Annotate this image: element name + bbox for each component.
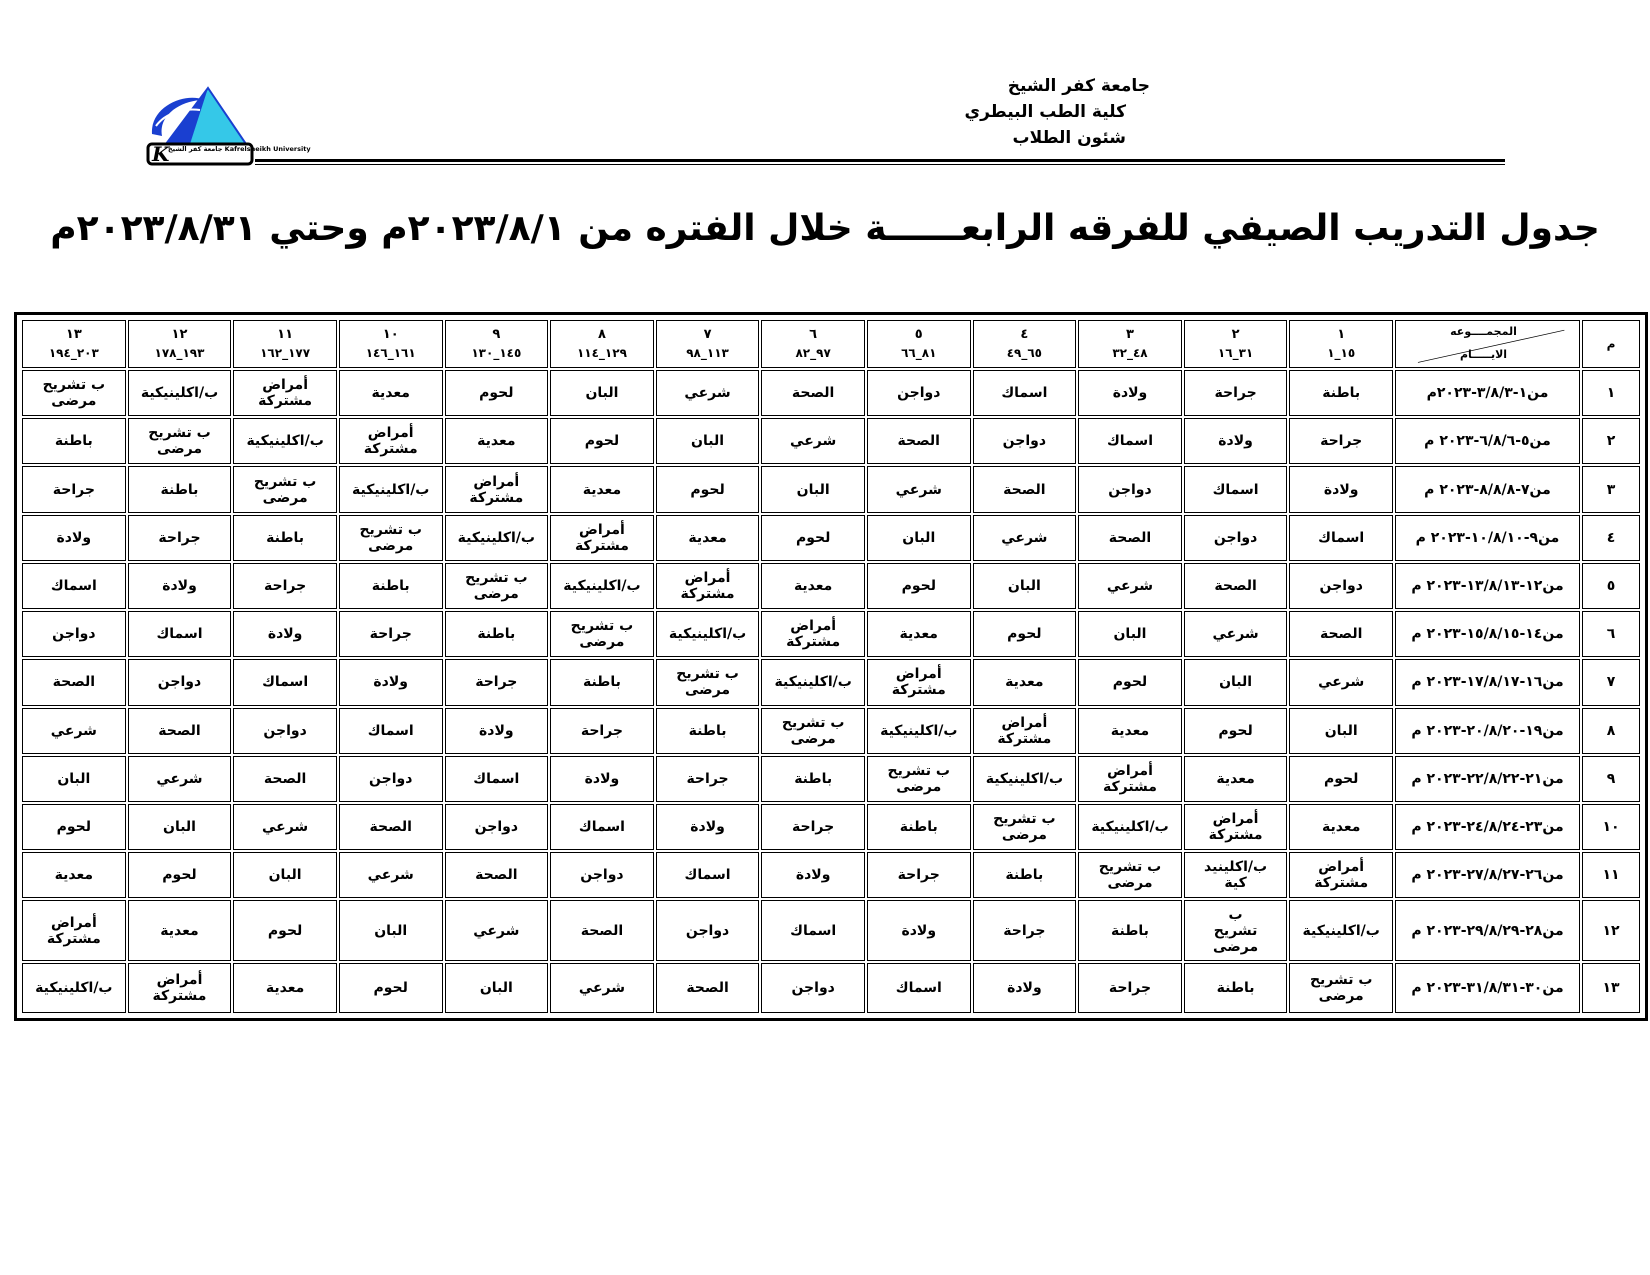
rotation-cell: معدية <box>973 659 1077 705</box>
rotation-cell: ب/اكلينيكية <box>973 756 1077 802</box>
index-column-header: م <box>1582 320 1640 368</box>
schedule-table <box>20 318 1642 1015</box>
rotation-cell: معدية <box>339 370 443 416</box>
rotation-cell: أمراض مشتركة <box>867 659 971 705</box>
rotation-cell: ولادة <box>761 852 865 898</box>
rotation-cell: جراحة <box>761 804 865 850</box>
rotation-cell: باطنة <box>233 515 337 561</box>
groups-label: المجمــــوعه <box>1450 325 1517 338</box>
rotation-cell: ب/اكلينيكية <box>233 418 337 464</box>
schedule-body <box>22 370 1640 1013</box>
rotation-cell: لحوم <box>22 804 126 850</box>
row-period: من١٤-١٥/٨/١٥-٢٠٢٣ م <box>1395 611 1580 657</box>
rotation-cell: أمراض مشتركة <box>656 563 760 609</box>
group-range: ١٤٥_١٣٠ <box>471 346 522 360</box>
group-header-9 <box>445 320 549 368</box>
rotation-cell: اسماك <box>550 804 654 850</box>
rotation-cell: البان <box>128 804 232 850</box>
rotation-cell: الصحة <box>233 756 337 802</box>
row-index: ١٣ <box>1582 963 1640 1013</box>
row-index: ١٠ <box>1582 804 1640 850</box>
rotation-cell: لحوم <box>339 963 443 1013</box>
rotation-cell: اسماك <box>128 611 232 657</box>
rotation-cell: جراحة <box>1289 418 1393 464</box>
rotation-cell: دواجن <box>973 418 1077 464</box>
group-number: ٩ <box>492 327 501 342</box>
row-index: ٦ <box>1582 611 1640 657</box>
rotation-cell: البان <box>1078 611 1182 657</box>
rotation-cell: جراحة <box>339 611 443 657</box>
rotation-cell: شرعي <box>550 963 654 1013</box>
row-index: ٨ <box>1582 708 1640 754</box>
rotation-cell: ولادة <box>339 659 443 705</box>
table-row <box>22 900 1640 960</box>
rotation-cell: أمراض مشتركة <box>1184 804 1288 850</box>
rotation-cell: لحوم <box>973 611 1077 657</box>
group-number: ٤ <box>1020 327 1029 342</box>
rotation-cell: معدية <box>1078 708 1182 754</box>
rotation-cell: اسماك <box>22 563 126 609</box>
rotation-cell: اسماك <box>1184 466 1288 512</box>
rotation-cell: باطنة <box>128 466 232 512</box>
rotation-cell: ب/اكلينيكية <box>445 515 549 561</box>
group-range: ٨١_٦٦ <box>901 346 937 360</box>
group-number: ١٠ <box>382 327 399 342</box>
row-period: من١-٣/٨/٣-٢٠٢٣م <box>1395 370 1580 416</box>
rotation-cell: اسماك <box>973 370 1077 416</box>
rotation-cell: معدية <box>761 563 865 609</box>
rotation-cell: البان <box>867 515 971 561</box>
rotation-cell: ب/اكلينيكية <box>339 466 443 512</box>
rotation-cell: جراحة <box>22 466 126 512</box>
rotation-cell: شرعي <box>761 418 865 464</box>
rotation-cell: ب تشريح مرضى <box>445 563 549 609</box>
rotation-cell: دواجن <box>445 804 549 850</box>
group-number: ١ <box>1337 327 1346 342</box>
rotation-cell: شرعي <box>22 708 126 754</box>
rotation-cell: لحوم <box>128 852 232 898</box>
rotation-cell: الصحة <box>761 370 865 416</box>
rotation-cell: شرعي <box>1184 611 1288 657</box>
table-row <box>22 659 1640 705</box>
rotation-cell: جراحة <box>550 708 654 754</box>
rotation-cell: معدية <box>1184 756 1288 802</box>
rotation-cell: دواجن <box>550 852 654 898</box>
rotation-cell: دواجن <box>233 708 337 754</box>
page-title: جدول التدريب الصيفي للفرقه الرابعــــــة خلال الفتره من ٢٠٢٣/٨/١م وحتي ٢٠٢٣/٨/٣١م <box>50 208 1600 249</box>
row-index: ٥ <box>1582 563 1640 609</box>
group-header-4 <box>973 320 1077 368</box>
group-header-8 <box>550 320 654 368</box>
group-range: ٣١_١٦ <box>1217 346 1254 360</box>
rotation-cell: البان <box>445 963 549 1013</box>
row-index: ٣ <box>1582 466 1640 512</box>
row-period: من٣٠-٣١/٨/٣١-٢٠٢٣ م <box>1395 963 1580 1013</box>
group-header-3 <box>1078 320 1182 368</box>
rotation-cell: اسماك <box>761 900 865 960</box>
institution-block <box>890 73 1150 151</box>
rotation-cell: أمراض مشتركة <box>128 963 232 1013</box>
row-index: ٤ <box>1582 515 1640 561</box>
rotation-cell: ب تشريح مرضى <box>1289 963 1393 1013</box>
group-range: ١٢٩_١١٤ <box>576 346 627 360</box>
row-period: من٥-٦/٨/٦-٢٠٢٣ م <box>1395 418 1580 464</box>
rotation-cell: شرعي <box>867 466 971 512</box>
group-header-6 <box>761 320 865 368</box>
rotation-cell: ب/اكلينيكية <box>656 611 760 657</box>
rotation-cell: لحوم <box>1078 659 1182 705</box>
department-name: شئون الطلاب <box>1012 128 1126 148</box>
days-label: الايـــــام <box>1459 348 1508 361</box>
rotation-cell: معدية <box>22 852 126 898</box>
rotation-cell: ب تشريح مرضى <box>973 804 1077 850</box>
table-row <box>22 370 1640 416</box>
rotation-cell: باطنة <box>656 708 760 754</box>
group-number: ١٢ <box>171 327 188 342</box>
rotation-cell: معدية <box>867 611 971 657</box>
rotation-cell: شرعي <box>1289 659 1393 705</box>
rotation-cell: أمراض مشتركة <box>761 611 865 657</box>
rotation-cell: ب تشريح مرضى <box>867 756 971 802</box>
group-number: ٧ <box>703 327 712 342</box>
group-range: ١٧٧_١٦٢ <box>260 346 311 360</box>
rotation-cell: أمراض مشتركة <box>445 466 549 512</box>
row-index: ١١ <box>1582 852 1640 898</box>
rotation-cell: دواجن <box>1184 515 1288 561</box>
logo-lettering: جامعة كفر الشيخ Kafrelsheikh University <box>168 145 311 153</box>
group-number: ٣ <box>1126 327 1134 342</box>
rotation-cell: ب تشريح مرضى <box>656 659 760 705</box>
rotation-cell: ب/اكلينيكية <box>550 563 654 609</box>
rotation-cell: جراحة <box>973 900 1077 960</box>
table-row <box>22 418 1640 464</box>
group-range: ٢٠٣_١٩٤ <box>48 346 99 360</box>
rotation-cell: ولادة <box>973 963 1077 1013</box>
table-row <box>22 515 1640 561</box>
rotation-cell: ب/اكلينيكية <box>128 370 232 416</box>
rotation-cell: ولادة <box>445 708 549 754</box>
table-row <box>22 804 1640 850</box>
row-index: ٧ <box>1582 659 1640 705</box>
rotation-cell: ب تشريح مرضى <box>128 418 232 464</box>
rotation-cell: ولادة <box>1289 466 1393 512</box>
group-range: ٩٧_٨٢ <box>795 346 831 360</box>
row-index: ٢ <box>1582 418 1640 464</box>
university-name: جامعة كفر الشيخ <box>1007 76 1150 96</box>
rotation-cell: شرعي <box>128 756 232 802</box>
rotation-cell: أمراض مشتركة <box>550 515 654 561</box>
rotation-cell: الصحة <box>445 852 549 898</box>
rotation-cell: البان <box>339 900 443 960</box>
rotation-cell: أمراض مشتركة <box>339 418 443 464</box>
rotation-cell: ولادة <box>1078 370 1182 416</box>
rotation-cell: ولادة <box>867 900 971 960</box>
group-header-13 <box>22 320 126 368</box>
rotation-cell: معدية <box>233 963 337 1013</box>
rotation-cell: ولادة <box>128 563 232 609</box>
table-row <box>22 563 1640 609</box>
rotation-cell: ب/اكلينيكية <box>1078 804 1182 850</box>
table-row <box>22 611 1640 657</box>
rotation-cell: أمراض مشتركة <box>973 708 1077 754</box>
groups-days-header <box>1395 320 1580 368</box>
row-period: من٧-٨/٨/٨-٢٠٢٣ م <box>1395 466 1580 512</box>
rotation-cell: ولادة <box>550 756 654 802</box>
rotation-cell: دواجن <box>1078 466 1182 512</box>
rotation-cell: البان <box>22 756 126 802</box>
rotation-cell: الصحة <box>656 963 760 1013</box>
rotation-cell: شرعي <box>233 804 337 850</box>
rotation-cell: اسماك <box>339 708 443 754</box>
rotation-cell: ب/اكلينيد كية <box>1184 852 1288 898</box>
rotation-cell: جراحة <box>656 756 760 802</box>
rotation-cell: لحوم <box>656 466 760 512</box>
table-row <box>22 852 1640 898</box>
group-header-10 <box>339 320 443 368</box>
rotation-cell: جراحة <box>1078 963 1182 1013</box>
rotation-cell: باطنة <box>1078 900 1182 960</box>
group-range: ١١٣_٩٨ <box>686 346 729 360</box>
group-range: ١٩٣_١٧٨ <box>154 346 205 360</box>
group-header-11 <box>233 320 337 368</box>
rotation-cell: ب/اكلينيكية <box>867 708 971 754</box>
rotation-cell: شرعي <box>339 852 443 898</box>
row-period: من٢٨-٢٩/٨/٢٩-٢٠٢٣ م <box>1395 900 1580 960</box>
rotation-cell: باطنة <box>867 804 971 850</box>
header-rule-thin <box>255 164 1505 165</box>
rotation-cell: الصحة <box>1078 515 1182 561</box>
rotation-cell: دواجن <box>867 370 971 416</box>
rotation-cell: ب تشريح مرضى <box>550 611 654 657</box>
rotation-cell: لحوم <box>1289 756 1393 802</box>
rotation-cell: دواجن <box>761 963 865 1013</box>
rotation-cell: أمراض مشتركة <box>1289 852 1393 898</box>
rotation-cell: الصحة <box>22 659 126 705</box>
table-row <box>22 963 1640 1013</box>
rotation-cell: شرعي <box>656 370 760 416</box>
rotation-cell: اسماك <box>445 756 549 802</box>
rotation-cell: أمراض مشتركة <box>22 900 126 960</box>
rotation-cell: باطنة <box>761 756 865 802</box>
rotation-cell: شرعي <box>445 900 549 960</box>
rotation-cell: لحوم <box>1184 708 1288 754</box>
rotation-cell: ب تشريح مرضى <box>1078 852 1182 898</box>
rotation-cell: جراحة <box>445 659 549 705</box>
group-range: ٤٨_٣٢ <box>1112 346 1148 360</box>
rotation-cell: باطنة <box>550 659 654 705</box>
rotation-cell: الصحة <box>128 708 232 754</box>
rotation-cell: الصحة <box>1289 611 1393 657</box>
rotation-cell: معدية <box>128 900 232 960</box>
row-period: من١٢-١٣/٨/١٣-٢٠٢٣ م <box>1395 563 1580 609</box>
row-period: من٩-١٠/٨/١٠-٢٠٢٣ م <box>1395 515 1580 561</box>
rotation-cell: الصحة <box>1184 563 1288 609</box>
rotation-cell: ولادة <box>233 611 337 657</box>
header-row <box>22 320 1640 368</box>
group-number: ١٣ <box>65 327 82 342</box>
rotation-cell: أمراض مشتركة <box>1078 756 1182 802</box>
rotation-cell: اسماك <box>1289 515 1393 561</box>
row-period: من٢٦-٢٧/٨/٢٧-٢٠٢٣ م <box>1395 852 1580 898</box>
group-number: ٦ <box>809 327 818 342</box>
page-header <box>0 0 1650 180</box>
table-row <box>22 466 1640 512</box>
rotation-cell: جراحة <box>867 852 971 898</box>
group-header-2 <box>1184 320 1288 368</box>
rotation-cell: ولادة <box>1184 418 1288 464</box>
rotation-cell: الصحة <box>339 804 443 850</box>
rotation-cell: جراحة <box>233 563 337 609</box>
rotation-cell: البان <box>761 466 865 512</box>
rotation-cell: دواجن <box>339 756 443 802</box>
row-period: من٢١-٢٢/٨/٢٢-٢٠٢٣ م <box>1395 756 1580 802</box>
rotation-cell: معدية <box>550 466 654 512</box>
group-header-12 <box>128 320 232 368</box>
rotation-cell: باطنة <box>1184 963 1288 1013</box>
rotation-cell: شرعي <box>1078 563 1182 609</box>
rotation-cell: ب تشريح مرضى <box>22 370 126 416</box>
group-range: ٦٥_٤٩ <box>1006 346 1043 360</box>
rotation-cell: البان <box>1184 659 1288 705</box>
group-header-7 <box>656 320 760 368</box>
rotation-cell: ب/اكلينيكية <box>1289 900 1393 960</box>
rotation-cell: البان <box>550 370 654 416</box>
group-number: ٨ <box>597 327 606 342</box>
rotation-cell: ب تشريح مرضى <box>339 515 443 561</box>
rotation-cell: باطنة <box>445 611 549 657</box>
rotation-cell: دواجن <box>1289 563 1393 609</box>
table-row <box>22 756 1640 802</box>
rotation-cell: اسماك <box>233 659 337 705</box>
rotation-cell: لحوم <box>445 370 549 416</box>
rotation-cell: الصحة <box>550 900 654 960</box>
rotation-cell: البان <box>656 418 760 464</box>
rotation-cell: ب تشريح مرضى <box>233 466 337 512</box>
rotation-cell: اسماك <box>1078 418 1182 464</box>
group-range: ١٦١_١٤٦ <box>365 346 416 360</box>
row-index: ١٢ <box>1582 900 1640 960</box>
group-header-1 <box>1289 320 1393 368</box>
rotation-cell: جراحة <box>1184 370 1288 416</box>
rotation-cell: باطنة <box>339 563 443 609</box>
rotation-cell: ولادة <box>656 804 760 850</box>
rotation-cell: لحوم <box>867 563 971 609</box>
rotation-cell: اسماك <box>656 852 760 898</box>
rotation-cell: دواجن <box>128 659 232 705</box>
row-index: ١ <box>1582 370 1640 416</box>
rotation-cell: جراحة <box>128 515 232 561</box>
rotation-cell: البان <box>973 563 1077 609</box>
header-rule <box>255 159 1505 162</box>
rotation-cell: باطنة <box>1289 370 1393 416</box>
rotation-cell: ب/اكلينيكية <box>761 659 865 705</box>
row-index: ٩ <box>1582 756 1640 802</box>
rotation-cell: باطنة <box>22 418 126 464</box>
group-number: ١١ <box>277 327 294 342</box>
rotation-cell: باطنة <box>973 852 1077 898</box>
group-header-5 <box>867 320 971 368</box>
rotation-cell: شرعي <box>973 515 1077 561</box>
rotation-cell: ولادة <box>22 515 126 561</box>
group-number: ٥ <box>914 327 923 342</box>
svg-text:K: K <box>152 142 170 166</box>
rotation-cell: دواجن <box>656 900 760 960</box>
rotation-cell: البان <box>1289 708 1393 754</box>
row-period: من١٩-٢٠/٨/٢٠-٢٠٢٣ م <box>1395 708 1580 754</box>
table-row <box>22 708 1640 754</box>
rotation-cell: ب/اكلينيكية <box>22 963 126 1013</box>
faculty-name: كلية الطب البيطري <box>964 102 1126 122</box>
group-number: ٢ <box>1231 327 1240 342</box>
rotation-cell: معدية <box>656 515 760 561</box>
rotation-cell: لحوم <box>761 515 865 561</box>
schedule-table-frame <box>14 312 1648 1021</box>
group-range: ١٥_١ <box>1327 346 1356 360</box>
row-period: من١٦-١٧/٨/١٧-٢٠٢٣ م <box>1395 659 1580 705</box>
rotation-cell: معدية <box>445 418 549 464</box>
row-period: من٢٣-٢٤/٨/٢٤-٢٠٢٣ م <box>1395 804 1580 850</box>
rotation-cell: ب تشريح مرضى <box>761 708 865 754</box>
rotation-cell: ب تشريح مرضى <box>1184 900 1288 960</box>
rotation-cell: البان <box>233 852 337 898</box>
university-logo-icon <box>146 86 266 168</box>
rotation-cell: معدية <box>1289 804 1393 850</box>
rotation-cell: أمراض مشتركة <box>233 370 337 416</box>
rotation-cell: لحوم <box>550 418 654 464</box>
rotation-cell: الصحة <box>867 418 971 464</box>
rotation-cell: دواجن <box>22 611 126 657</box>
rotation-cell: اسماك <box>867 963 971 1013</box>
rotation-cell: الصحة <box>973 466 1077 512</box>
rotation-cell: لحوم <box>233 900 337 960</box>
